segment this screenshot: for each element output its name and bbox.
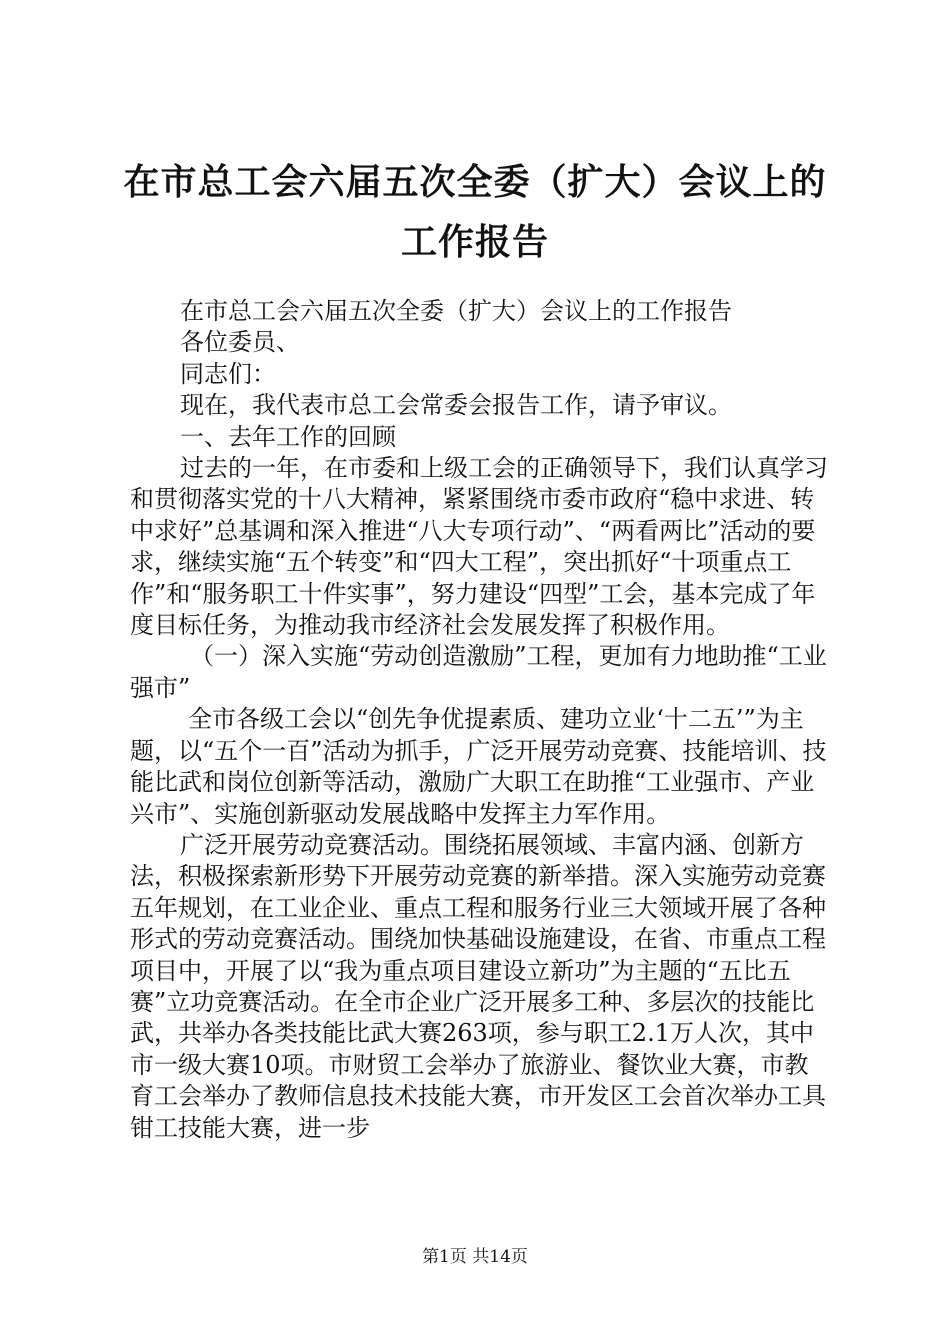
document-title: 在市总工会六届五次全委（扩大）会议上的工作报告 bbox=[123, 162, 827, 263]
paragraph-intro: 现在，我代表市总工会常委会报告工作，请予审议。 bbox=[180, 391, 732, 420]
subsection-heading: （一）深入实施“劳动创造激励”工程，更加有力地助推“工业强市” bbox=[130, 642, 827, 702]
page-footer: 第1页 共14页 bbox=[422, 1247, 528, 1267]
paragraph-subsection-intro: 全市各级工会以“创先争优提素质、建功立业‘十二五’”为主题，以“五个一百”活动为抓手，广泛开展劳动竞赛、技能培训、技能比武和岗位创新等活动，激励广大职工在助推“工业强市、产业兴市”、实施创新驱动发展战略中发挥主力军作用。 bbox=[130, 705, 827, 828]
document-body bbox=[130, 296, 830, 1144]
paragraph-subtitle: 在市总工会六届五次全委（扩大）会议上的工作报告 bbox=[180, 297, 732, 325]
paragraph-competition: 广泛开展劳动竞赛活动。围绕拓展领域、丰富内涵、创新方法，积极探索新形势下开展劳动竞赛的新举措。深入实施劳动竞赛五年规划，在工业企业、重点工程和服务行业三大领域开展了各种形式的劳动竞赛活动。围绕加快基础设施建设，在省、市重点工程项目中，开展了以“我为重点项目建设立新功”为主题的“五比五赛”立功竞赛活动。在全市企业广泛开展多工种、多层次的技能比武，共举办各类技能比武大赛263项，参与职工2.1万人次，其中市一级大赛10项。市财贸工会举办了旅游业、餐饮业大赛，市教育工会举办了教师信息技术技能大赛，市开发区工会首次举办工具钳工技能大赛，进一步 bbox=[130, 830, 826, 1142]
section-heading: 一、去年工作的回顾 bbox=[180, 422, 396, 451]
paragraph-salutation-2: 同志们： bbox=[180, 359, 276, 388]
paragraph-salutation-1: 各位委员、 bbox=[180, 328, 300, 357]
paragraph-review: 过去的一年，在市委和上级工会的正确领导下，我们认真学习和贯彻落实党的十八大精神，紧紧围绕市委市政府“稳中求进、转中求好”总基调和深入推进“八大专项行动”、“两看两比”活动的要求，继续实施“五个转变”和“四大工程”，突出抓好“十项重点工作”和“服务职工十件实事”，努力建设“四型”工会，基本完成了年度目标任务，为推动我市经济社会发展发挥了积极作用。 bbox=[130, 454, 828, 640]
